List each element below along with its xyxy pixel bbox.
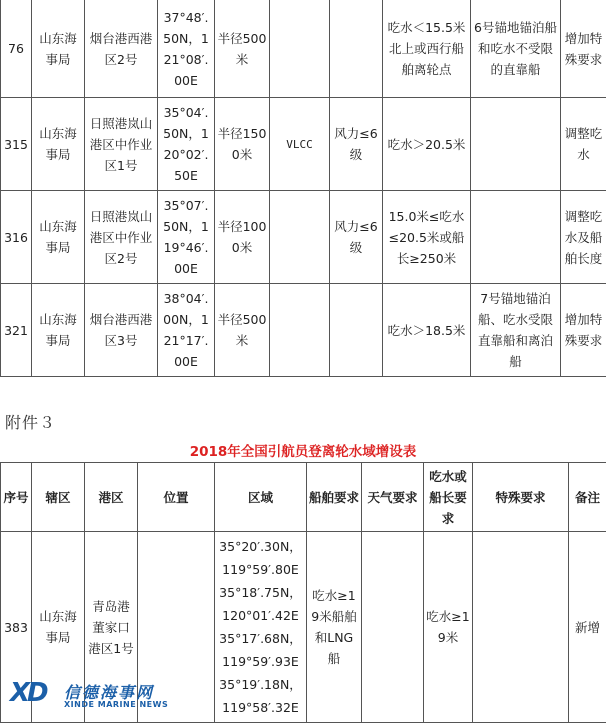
header-cell: 序号 [1,463,32,532]
position-cell: 37°48′.50N，121°08′.00E [158,0,215,98]
header-cell: 港区 [85,463,138,532]
area-cell: 半径500米 [215,284,270,377]
table-title: 2018年全国引航员登离轮水域增设表 [0,440,606,460]
header-row [1,463,606,532]
port-cell: 日照港岚山港区中作业区1号 [85,98,158,191]
weather-cell [362,532,424,723]
draft-cell: 15.0米≤吃水≤20.5米或船长≥250米 [383,191,471,284]
ship-cell: VLCC [270,98,330,191]
weather-cell: 风力≤6级 [330,98,383,191]
note-cell: 新增 [569,532,606,723]
header-cell: 特殊要求 [473,463,569,532]
port-cell: 烟台港西港区3号 [85,284,158,377]
row-number: 316 [1,191,32,284]
area-cell: 半径500米 [215,0,270,98]
area-cell: 半径1500米 [215,98,270,191]
weather-cell [330,284,383,377]
draft-cell: 吃水＞18.5米 [383,284,471,377]
area-cell: 35°20′.30N，119°59′.80E 35°18′.75N，120°01′.42E 35°17′.68N，119°59′.93E 35°19′.18N，119°58′.32E [215,532,307,723]
position-cell: 35°07′.50N，119°46′.00E [158,191,215,284]
header-cell: 备注 [569,463,606,532]
row-number: 315 [1,98,32,191]
weather-cell: 风力≤6级 [330,191,383,284]
port-cell: 烟台港西港区2号 [85,0,158,98]
table-row [1,0,606,98]
ship-cell [270,191,330,284]
row-number: 76 [1,0,32,98]
bureau-cell: 山东海事局 [32,0,85,98]
special-cell: 7号锚地锚泊船、吃水受限直靠船和离泊船 [471,284,561,377]
header-cell: 吃水或船长要求 [424,463,473,532]
note-cell: 调整吃水 [561,98,606,191]
header-cell: 船舶要求 [307,463,362,532]
note-cell: 调整吃水及船舶长度 [561,191,606,284]
table-row [1,98,606,191]
bureau-cell: 山东海事局 [32,532,85,723]
table-row [1,191,606,284]
logo-mark: XD [10,678,46,708]
row-number: 321 [1,284,32,377]
draft-cell: 吃水＞20.5米 [383,98,471,191]
header-cell: 区域 [215,463,307,532]
row-number: 383 [1,532,32,723]
logo-text-en: XINDE MARINE NEWS [64,700,168,709]
special-cell [471,191,561,284]
header-cell: 位置 [138,463,215,532]
attachment-label: 附件３ [5,410,56,433]
area-cell: 半径1000米 [215,191,270,284]
special-cell: 6号锚地锚泊船和吃水不受限的直靠船 [471,0,561,98]
draft-cell: 吃水＜15.5米北上或西行船舶离轮点 [383,0,471,98]
logo-text-cn: 信德海事网 [64,680,154,703]
note-cell: 增加特殊要求 [561,284,606,377]
special-cell [473,532,569,723]
weather-cell [330,0,383,98]
port-cell: 青岛港董家口港区1号 [85,532,138,723]
ship-cell [270,0,330,98]
draft-cell: 吃水≥19米 [424,532,473,723]
table-row [1,284,606,377]
bureau-cell: 山东海事局 [32,284,85,377]
ship-cell: 吃水≥19米船舶和LNG船 [307,532,362,723]
port-cell: 日照港岚山港区中作业区2号 [85,191,158,284]
position-cell: 38°04′.00N，121°17′.00E [158,284,215,377]
header-cell: 天气要求 [362,463,424,532]
bureau-cell: 山东海事局 [32,191,85,284]
ship-cell [270,284,330,377]
bureau-cell: 山东海事局 [32,98,85,191]
watermark-logo [10,676,170,716]
note-cell: 增加特殊要求 [561,0,606,98]
special-cell [471,98,561,191]
position-cell: 35°04′.50N，120°02′.50E [158,98,215,191]
header-cell: 辖区 [32,463,85,532]
